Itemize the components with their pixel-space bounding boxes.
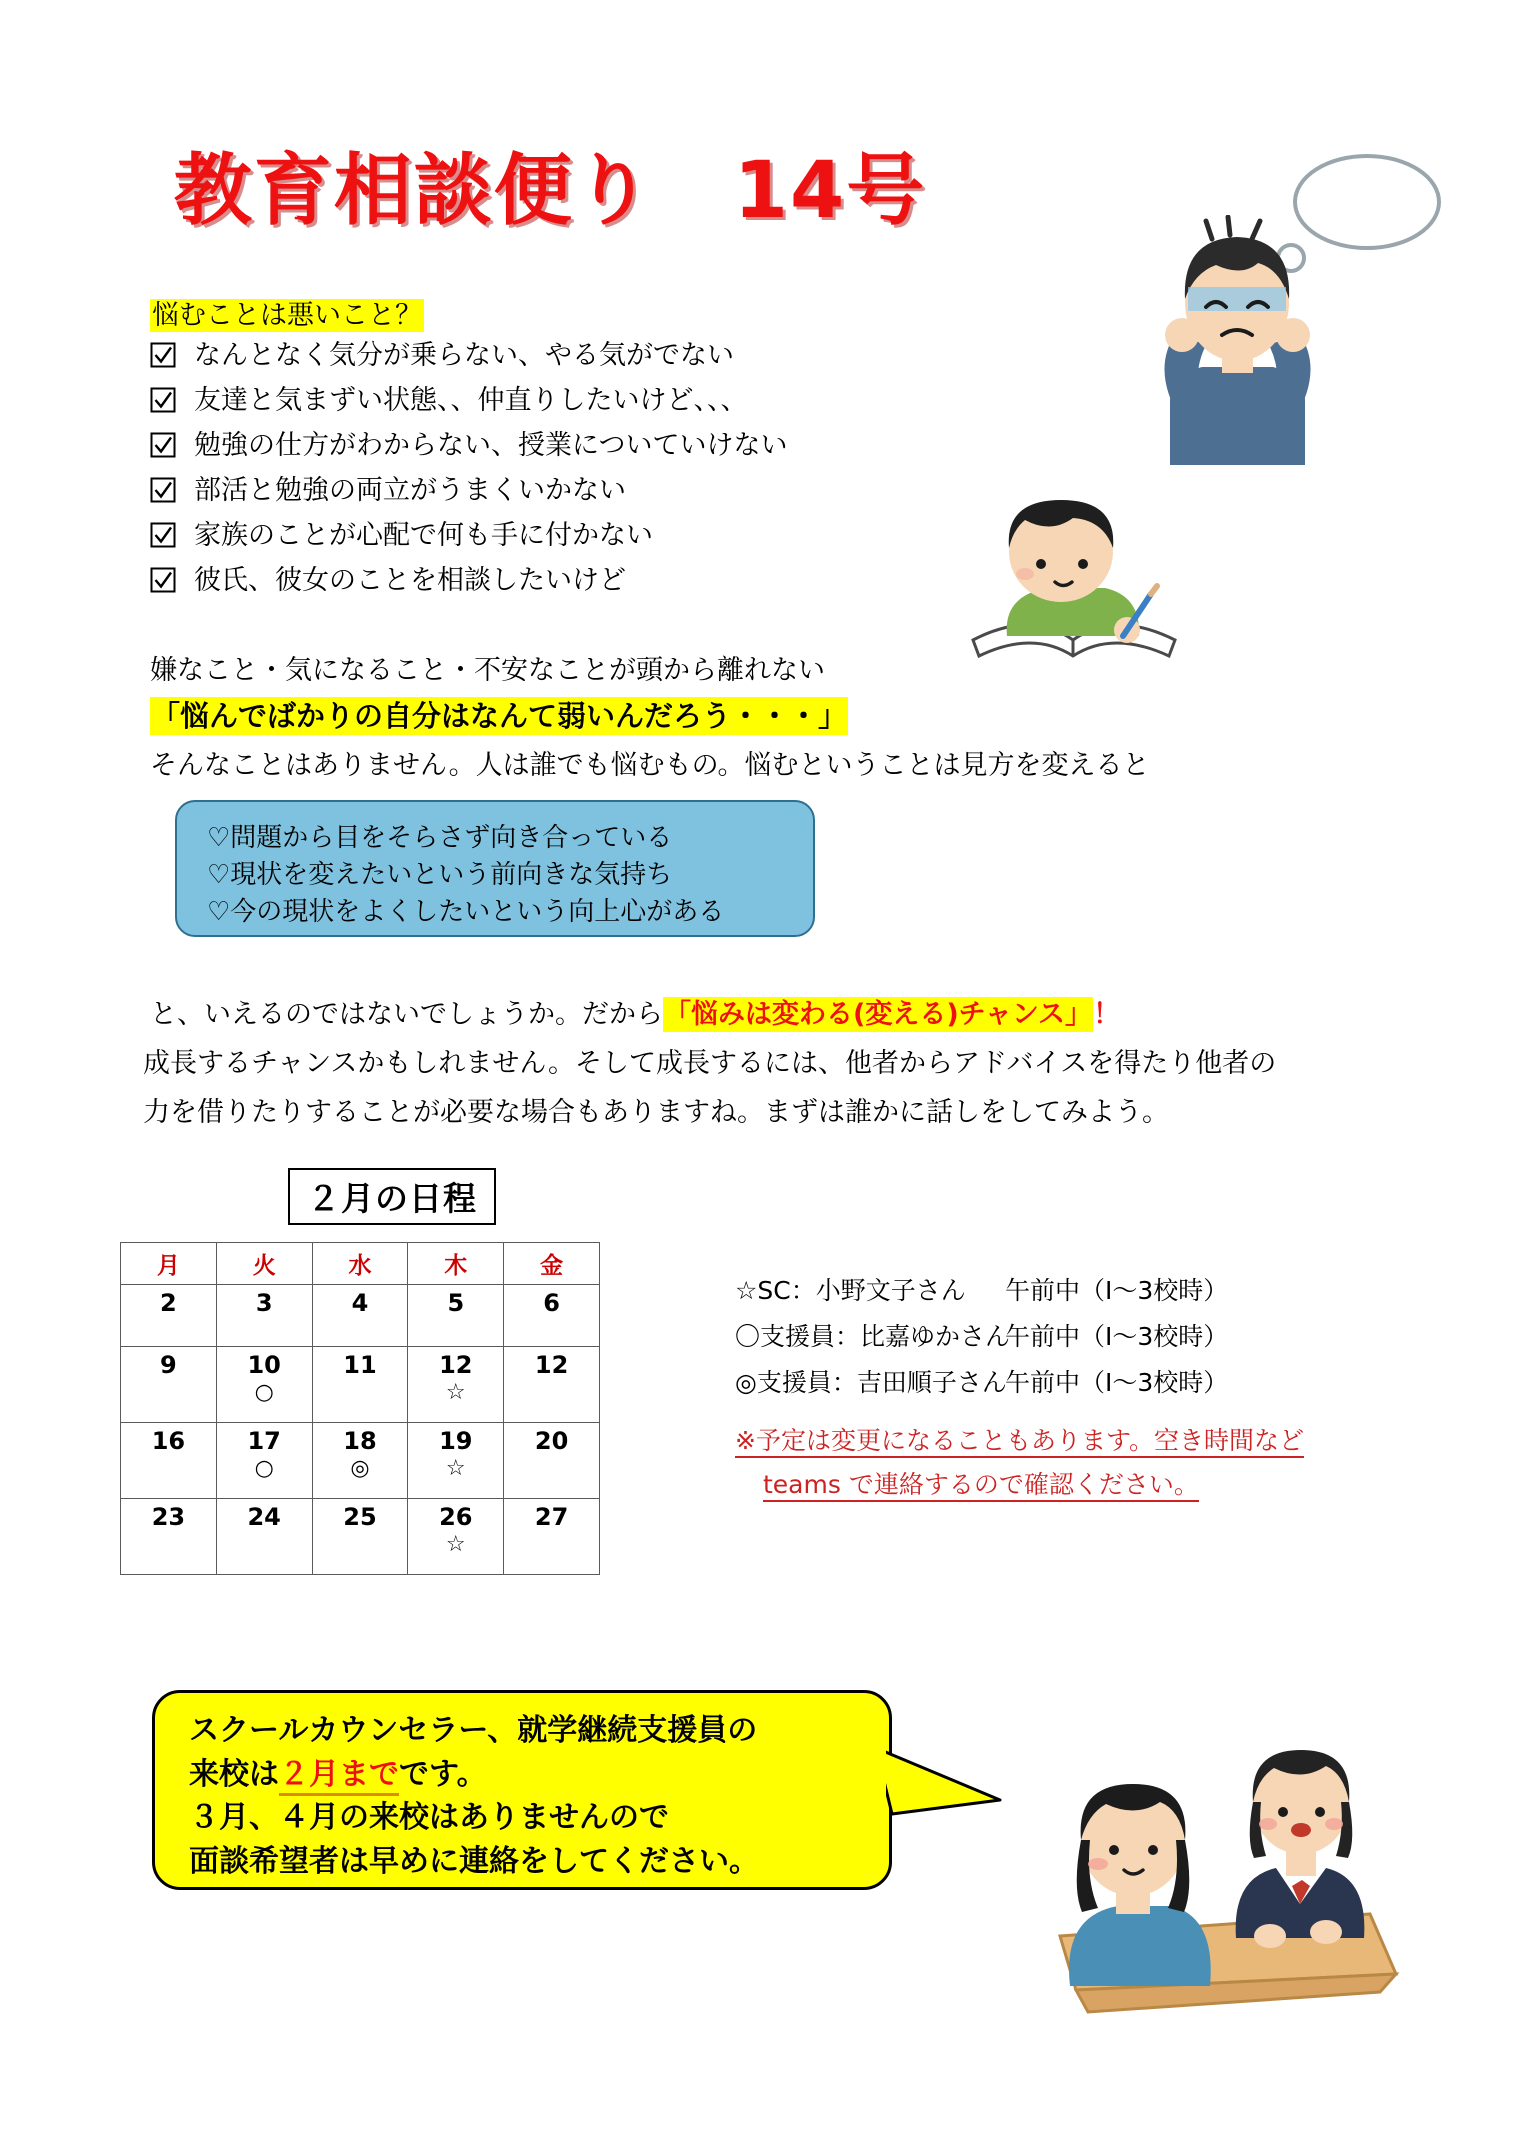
announcement-speech-bubble: [152, 1690, 892, 1890]
note-line-2: teams で連絡するので確認ください。: [763, 1472, 1199, 1502]
positive-item: ♡今の現状をよくしたいという向上心がある: [207, 896, 725, 927]
bubble-line-1: スクールカウンセラー、就学継続支援員の: [189, 1713, 758, 1748]
calendar-cell: [408, 1347, 504, 1423]
day-number: 12: [439, 1351, 473, 1379]
checklist-item-label: 友達と気まずい状態、、仲直りしたいけど、、、: [194, 385, 748, 416]
positive-item: ♡現状を変えたいという前向きな気持ち: [207, 859, 673, 890]
counseling-scene-illustration: [1040, 1690, 1400, 2020]
calendar-cell: [504, 1499, 600, 1575]
worried-student-illustration: [1130, 215, 1345, 465]
day-number: 10: [247, 1351, 281, 1379]
table-row: [121, 1285, 600, 1347]
calendar-cell: [216, 1285, 312, 1347]
day-number: 9: [160, 1351, 177, 1379]
calendar-cell: [504, 1285, 600, 1347]
day-number: 25: [343, 1503, 377, 1531]
day-number: 2: [160, 1289, 177, 1317]
day-number: 6: [543, 1289, 560, 1317]
calendar-cell: [121, 1423, 217, 1499]
checkbox-checked-icon[interactable]: [150, 567, 176, 593]
intro-line: 嫌なこと・気になること・不安なことが頭から離れない: [150, 655, 825, 686]
day-mark: ○: [254, 1456, 274, 1482]
intro-reassurance-line: そんなことはありません。人は誰でも悩むもの。悩むということは見方を変えると: [150, 750, 1150, 781]
day-number: 5: [447, 1289, 465, 1317]
day-number: 19: [439, 1427, 473, 1455]
table-header-row: [121, 1243, 600, 1285]
positive-reframe-box: [175, 800, 815, 937]
staff-name: ☆SC：小野文子さん: [735, 1276, 966, 1305]
calendar-title: ２月の日程: [288, 1168, 496, 1225]
checklist-item[interactable]: [150, 387, 910, 414]
staff-row: [735, 1370, 1375, 1395]
day-mark: ○: [254, 1380, 274, 1406]
calendar-cell: [504, 1347, 600, 1423]
table-row: [121, 1347, 600, 1423]
calendar-cell: [216, 1347, 312, 1423]
checklist-item[interactable]: [150, 567, 910, 594]
calendar-cell: [121, 1499, 217, 1575]
note-line-1: ※予定は変更になることもあります。空き時間など: [735, 1428, 1304, 1458]
conclusion-highlight: 「悩みは変わる(変える)チャンス」: [664, 999, 1093, 1030]
checkbox-checked-icon[interactable]: [150, 432, 176, 458]
bubble-deadline: ２月まで: [279, 1757, 399, 1796]
day-number: 4: [351, 1289, 369, 1317]
day-number: 12: [534, 1351, 569, 1379]
calendar-cell: [216, 1423, 312, 1499]
intro-quote: [150, 697, 848, 736]
day-number: 26: [439, 1503, 473, 1531]
bubble-line-4: 面談希望者は早めに連絡をしてください。: [189, 1843, 759, 1879]
calendar-cell: [408, 1285, 504, 1347]
day-mark: ☆: [445, 1532, 466, 1558]
worries-checklist: [150, 342, 910, 612]
checklist-item[interactable]: [150, 477, 910, 504]
checklist-item-label: 部活と勉強の両立がうまくいかない: [194, 475, 626, 506]
calendar-cell: [312, 1285, 408, 1347]
conclusion-line-3: 力を借りたりすることが必要な場合もありますね。まずは誰かに話しをしてみよう。: [143, 1097, 1169, 1128]
calendar-cell: [504, 1423, 600, 1499]
calendar-cell: [312, 1423, 408, 1499]
staff-schedule-legend: [735, 1278, 1375, 1416]
weekday-header: 月: [121, 1243, 217, 1285]
day-number: 16: [151, 1427, 186, 1455]
day-number: 3: [255, 1289, 273, 1317]
day-number: 18: [343, 1427, 377, 1455]
staff-time: 午前中（I～3校時）: [1005, 1276, 1229, 1305]
day-mark: ☆: [445, 1380, 466, 1406]
table-row: [121, 1499, 600, 1575]
staff-row: [735, 1278, 1375, 1303]
page-title: 教育相談便り 14号: [173, 146, 927, 236]
checkbox-checked-icon[interactable]: [150, 387, 176, 413]
bubble-line-2-pre: 来校は: [189, 1756, 279, 1792]
worries-heading: [150, 299, 424, 333]
checklist-item-label: なんとなく気分が乗らない、やる気がでない: [194, 340, 734, 371]
conclusion-lead: と、いえるのではないでしょうか。だから: [150, 999, 663, 1030]
staff-name: 〇支援員：比嘉ゆかさん: [735, 1322, 1011, 1351]
calendar-cell: [408, 1423, 504, 1499]
conclusion-line-1: [150, 997, 1120, 1033]
checklist-item-label: 彼氏、彼女のことを相談したいけど: [194, 565, 626, 596]
day-number: 17: [247, 1427, 281, 1455]
checkbox-checked-icon[interactable]: [150, 477, 176, 503]
weekday-header: 金: [504, 1243, 600, 1285]
checklist-item[interactable]: [150, 432, 910, 459]
february-schedule-table: [120, 1242, 600, 1575]
checkbox-checked-icon[interactable]: [150, 522, 176, 548]
speech-bubble-tail: [876, 1742, 1006, 1837]
bubble-line-3: ３月、４月の来校はありませんので: [189, 1800, 669, 1835]
checkbox-checked-icon[interactable]: [150, 342, 176, 368]
checklist-item[interactable]: [150, 522, 910, 549]
checklist-item-label: 家族のことが心配で何も手に付かない: [194, 520, 653, 551]
calendar-cell: [216, 1499, 312, 1575]
day-number: 27: [534, 1503, 569, 1531]
day-mark: ☆: [445, 1456, 466, 1482]
calendar-cell: [312, 1499, 408, 1575]
schedule-change-note: [735, 1428, 1304, 1502]
checklist-item[interactable]: [150, 342, 910, 369]
day-mark: ◎: [350, 1456, 370, 1482]
bubble-line-2: [189, 1753, 889, 1797]
calendar-cell: [312, 1347, 408, 1423]
studying-student-illustration: [955, 490, 1195, 670]
calendar-cell: [121, 1285, 217, 1347]
bubble-line-2-post: です。: [399, 1756, 487, 1792]
staff-row: [735, 1324, 1375, 1349]
staff-time: 午前中（I～3校時）: [1005, 1368, 1229, 1397]
calendar-cell: [408, 1499, 504, 1575]
day-number: 11: [343, 1351, 377, 1379]
checklist-item-label: 勉強の仕方がわからない、授業についていけない: [194, 430, 788, 461]
worries-heading-text: 悩むことは悪いこと？: [152, 300, 422, 331]
weekday-header: 水: [312, 1243, 408, 1285]
day-number: 20: [534, 1427, 569, 1455]
day-number: 24: [247, 1503, 281, 1531]
day-number: 23: [151, 1503, 186, 1531]
staff-time: 午前中（I～3校時）: [1005, 1322, 1229, 1351]
staff-name: ◎支援員：吉田順子さん: [735, 1368, 1007, 1397]
intro-quote-text: 「悩んでばかりの自分はなんて弱いんだろう・・・」: [151, 699, 848, 733]
weekday-header: 火: [216, 1243, 312, 1285]
conclusion-exclamation: ！: [1093, 999, 1121, 1030]
table-row: [121, 1423, 600, 1499]
positive-item: ♡問題から目をそらさず向き合っている: [207, 823, 673, 853]
weekday-header: 木: [408, 1243, 504, 1285]
calendar-cell: [121, 1347, 217, 1423]
conclusion-line-2: 成長するチャンスかもしれません。そして成長するには、他者からアドバイスを得たり他者の: [143, 1048, 1277, 1079]
